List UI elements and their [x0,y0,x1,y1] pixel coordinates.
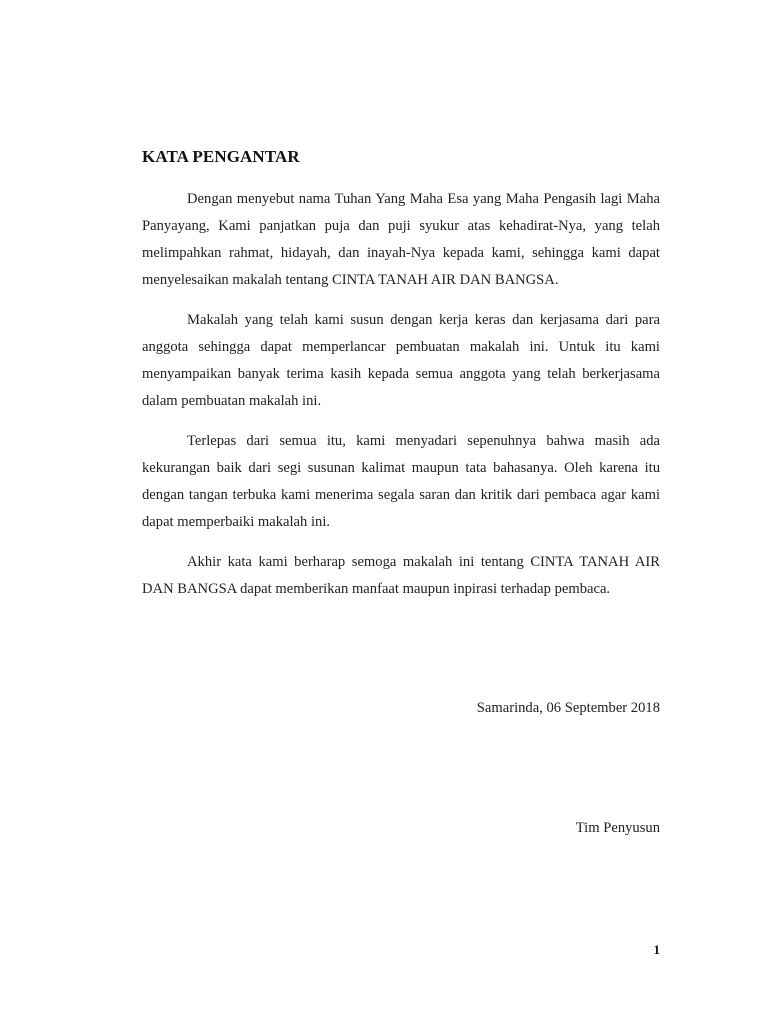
page-number: 1 [653,942,660,957]
signature: Tim Penyusun [575,820,660,836]
paragraph-2: Makalah yang telah kami susun dengan kerja keras dan kerjasama dari para anggota sehingga dapat memperlancar pembuatan makalah ini. Untuk itu kami menyampaikan banyak terima kasih kepada semua anggota yang telah berkerjasama dalam pembuatan makalah ini. [142,312,660,409]
paragraph-1: Dengan menyebut nama Tuhan Yang Maha Esa yang Maha Pengasih lagi Maha Panyayang, Kami panjatkan puja dan puji syukur atas kehadirat-Nya, yang telah melimpahkan rahmat, hidayah, dan inayah-Nya kepada kami, sehingga kami dapat menyelesaikan makalah tentang CINTA TANAH AIR DAN BANGSA. [142,191,660,288]
paragraph-4: Akhir kata kami berharap semoga makalah ini tentang CINTA TANAH AIR DAN BANGSA dapat memberikan manfaat maupun inpirasi terhadap pembaca. [142,554,660,597]
body-text [142,186,660,616]
place-date: Samarinda, 06 September 2018 [476,700,660,716]
paragraph-3: Terlepas dari semua itu, kami menyadari sepenuhnya bahwa masih ada kekurangan baik dari segi susunan kalimat maupun tata bahasanya. Oleh karena itu dengan tangan terbuka kami menerima segala saran dan kritik dari pembaca agar kami dapat memperbaiki makalah ini. [142,433,660,530]
page-title: KATA PENGANTAR [142,147,300,166]
